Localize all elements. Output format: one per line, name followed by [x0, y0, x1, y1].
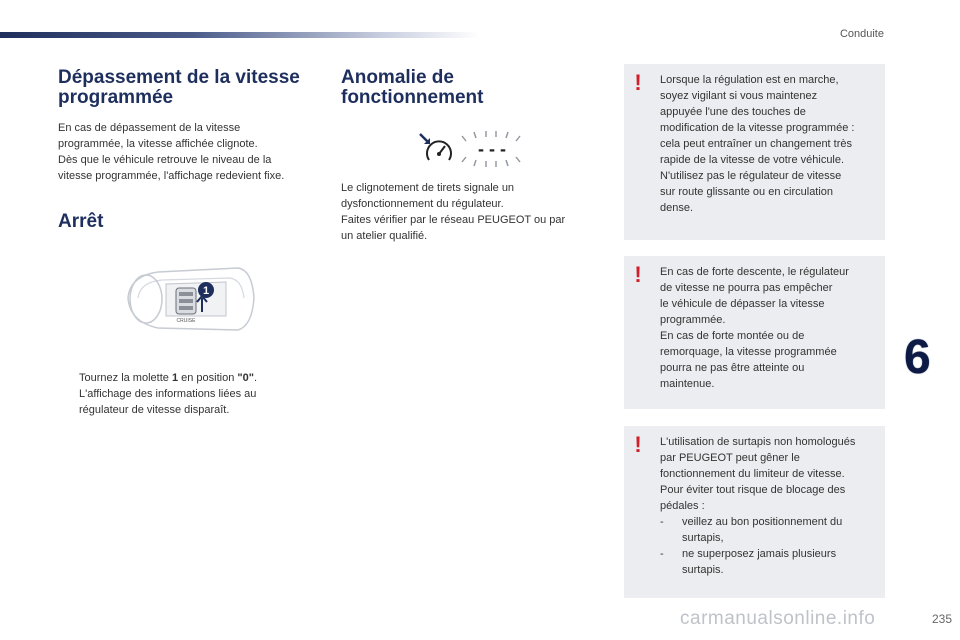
warning-icon: ! [634, 432, 642, 457]
title-stop: Arrêt [58, 211, 104, 232]
warning-text: L'utilisation de surtapis non homologués par PEUGEOT peut gêner le fonctionnement du limiteur de vitesse. Pour éviter tout risque de blocage des pédales : - veillez au bon positionnement du surtapis, - ne superposez jamais plusieurs surtapis. [660, 436, 856, 576]
list-item: - ne superposez jamais plusieurs surtapis. [660, 548, 837, 576]
dashes-readout: - - - [478, 139, 506, 159]
paragraph-malfunction: Le clignotement de tirets signale un dysfonctionnement du régulateur. Faites vérifier par le réseau PEUGEOT ou par un atelier qualifié. [341, 182, 566, 242]
warning-box-slope [624, 256, 885, 409]
title-speed-exceeded: Dépassement de la vitesse programmée [58, 67, 300, 108]
title-malfunction: Anomalie de fonctionnement [341, 67, 484, 108]
warning-box-floor-mats [624, 426, 885, 598]
speedometer-icon [427, 141, 451, 160]
svg-text:1: 1 [202, 285, 210, 297]
warning-icon: ! [634, 262, 642, 287]
warning-text: Lorsque la régulation est en marche, soyez vigilant si vous maintenez appuyée l'une des touches de modification de la vitesse programmée : cela peut entraîner un changement très rapide de la vitesse de votre véhicule. N'utilisez pas le régulateur de vitesse sur route glissante ou en circulation dense. [660, 74, 855, 214]
warning-icon: ! [634, 70, 642, 95]
watermark: carmanualsonline.info [680, 608, 876, 629]
paragraph-speed-exceeded: En cas de dépassement de la vitesse programmée, la vitesse affichée clignote. Dès que le véhicule retrouve le niveau de la vitesse programmée, l'affichage redevient fixe. [58, 122, 285, 182]
cruise-fault-display-illustration [412, 126, 528, 172]
header-gradient-bar [0, 32, 480, 38]
svg-text:CRUISE: CRUISE [176, 318, 196, 324]
chapter-number: 6 [904, 331, 931, 384]
stop-instruction: Tournez la molette 1 en position "0". L'affichage des informations liées au régulateur de vitesse disparaît. [79, 372, 258, 416]
warning-box-regulation [624, 64, 885, 240]
list-item: - veillez au bon positionnement du surtapis, [660, 516, 843, 544]
warning-text: En cas de forte descente, le régulateur de vitesse ne pourra pas empêcher le véhicule de dépasser la vitesse programmée. En cas de forte montée ou de remorquage, la vitesse programmée pourra ne pas être atteinte ou maintenue. [660, 266, 849, 390]
page-number: 235 [931, 612, 952, 626]
steering-wheel-control-illustration [118, 258, 260, 342]
section-label: Conduite [839, 28, 884, 40]
